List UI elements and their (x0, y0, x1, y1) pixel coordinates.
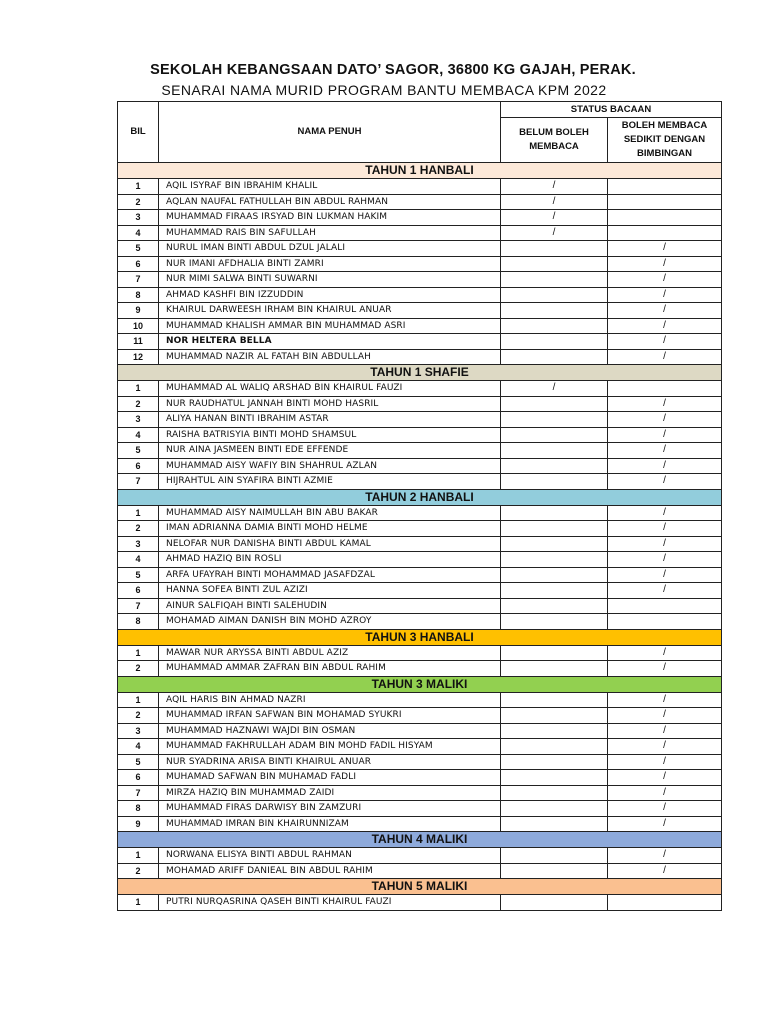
table-row (118, 412, 722, 428)
row-number: 1 (118, 645, 159, 661)
student-name: MUHAMMAD FIRAS DARWISY BIN ZAMZURI (159, 801, 501, 817)
status-belum-mark (501, 505, 608, 521)
student-name: NORWANA ELISYA BINTI ABDUL RAHMAN (159, 848, 501, 864)
row-number: 2 (118, 521, 159, 537)
status-belum-mark (501, 256, 608, 272)
table-row (118, 723, 722, 739)
status-boleh-mark: / (608, 521, 722, 537)
col-header-belum (501, 118, 608, 163)
row-number: 12 (118, 349, 159, 365)
table-row (118, 443, 722, 459)
table-row (118, 863, 722, 879)
col-header-belum-line2: MEMBACA (529, 141, 579, 152)
col-header-status: STATUS BACAAN (501, 102, 722, 118)
table-row (118, 708, 722, 724)
status-boleh-mark: / (608, 708, 722, 724)
status-belum-mark (501, 272, 608, 288)
status-belum-mark: / (501, 381, 608, 397)
col-header-bil: BIL (118, 102, 159, 163)
student-name: MUHAMMAD RAIS BIN SAFULLAH (159, 225, 501, 241)
table-row (118, 661, 722, 677)
status-boleh-mark: / (608, 536, 722, 552)
status-belum-mark (501, 241, 608, 257)
status-belum-mark (501, 770, 608, 786)
status-belum-mark (501, 443, 608, 459)
section-header-row (118, 365, 722, 381)
table-row (118, 505, 722, 521)
student-name: MUHAMMAD AISY WAFIY BIN SHAHRUL AZLAN (159, 458, 501, 474)
status-belum-mark (501, 739, 608, 755)
col-header-boleh-line2: SEDIKIT DENGAN (623, 134, 706, 145)
student-table (117, 101, 722, 911)
student-name: MUHAMMAD FAKHRULLAH ADAM BIN MOHD FADIL HISYAM (159, 739, 501, 755)
table-row (118, 754, 722, 770)
status-boleh-mark: / (608, 443, 722, 459)
status-belum-mark: / (501, 194, 608, 210)
table-row (118, 801, 722, 817)
row-number: 7 (118, 598, 159, 614)
status-boleh-mark: / (608, 785, 722, 801)
status-boleh-mark (608, 210, 722, 226)
status-belum-mark (501, 334, 608, 350)
status-boleh-mark: / (608, 645, 722, 661)
status-boleh-mark: / (608, 739, 722, 755)
student-name: NELOFAR NUR DANISHA BINTI ABDUL KAMAL (159, 536, 501, 552)
row-number: 1 (118, 895, 159, 911)
row-number: 11 (118, 334, 159, 350)
row-number: 1 (118, 179, 159, 195)
table-row (118, 458, 722, 474)
table-row (118, 474, 722, 490)
status-boleh-mark: / (608, 396, 722, 412)
status-boleh-mark: / (608, 272, 722, 288)
table-row (118, 536, 722, 552)
student-name: NUR AINA JASMEEN BINTI EDE EFFENDE (159, 443, 501, 459)
section-title: TAHUN 4 MALIKI (118, 832, 722, 848)
status-belum-mark: / (501, 225, 608, 241)
row-number: 4 (118, 739, 159, 755)
status-belum-mark (501, 801, 608, 817)
table-row (118, 334, 722, 350)
student-name: NURUL IMAN BINTI ABDUL DZUL JALALI (159, 241, 501, 257)
student-name: MOHAMAD AIMAN DANISH BIN MOHD AZROY (159, 614, 501, 630)
status-boleh-mark: / (608, 723, 722, 739)
row-number: 4 (118, 225, 159, 241)
section-header-row (118, 676, 722, 692)
student-name: NUR RAUDHATUL JANNAH BINTI MOHD HASRIL (159, 396, 501, 412)
status-boleh-mark: / (608, 801, 722, 817)
student-name: MIRZA HAZIQ BIN MUHAMMAD ZAIDI (159, 785, 501, 801)
student-name: AINUR SALFIQAH BINTI SALEHUDIN (159, 598, 501, 614)
status-boleh-mark: / (608, 334, 722, 350)
table-row (118, 521, 722, 537)
list-title: SENARAI NAMA MURID PROGRAM BANTU MEMBACA KPM 2022 (161, 82, 607, 98)
status-boleh-mark: / (608, 412, 722, 428)
status-boleh-mark: / (608, 318, 722, 334)
status-belum-mark (501, 692, 608, 708)
student-name: NUR IMANI AFDHALIA BINTI ZAMRI (159, 256, 501, 272)
table-row (118, 614, 722, 630)
row-number: 5 (118, 443, 159, 459)
status-boleh-mark (608, 895, 722, 911)
status-belum-mark (501, 816, 608, 832)
status-boleh-mark: / (608, 256, 722, 272)
student-name: ALIYA HANAN BINTI IBRAHIM ASTAR (159, 412, 501, 428)
row-number: 9 (118, 816, 159, 832)
status-belum-mark (501, 427, 608, 443)
row-number: 1 (118, 692, 159, 708)
status-boleh-mark (608, 179, 722, 195)
row-number: 1 (118, 381, 159, 397)
status-boleh-mark: / (608, 770, 722, 786)
student-name: NUR SYADRINA ARISA BINTI KHAIRUL ANUAR (159, 754, 501, 770)
row-number: 4 (118, 427, 159, 443)
table-row (118, 179, 722, 195)
row-number: 2 (118, 396, 159, 412)
status-boleh-mark: / (608, 505, 722, 521)
status-boleh-mark: / (608, 427, 722, 443)
row-number: 2 (118, 863, 159, 879)
status-belum-mark (501, 521, 608, 537)
student-name: MUHAMMAD HAZNAWI WAJDI BIN OSMAN (159, 723, 501, 739)
student-name: MUHAMMAD FIRAAS IRSYAD BIN LUKMAN HAKIM (159, 210, 501, 226)
table-row (118, 318, 722, 334)
status-belum-mark (501, 645, 608, 661)
col-header-name: NAMA PENUH (159, 102, 501, 163)
status-belum-mark (501, 318, 608, 334)
status-boleh-mark: / (608, 692, 722, 708)
status-boleh-mark: / (608, 816, 722, 832)
status-belum-mark (501, 474, 608, 490)
student-name: MUHAMAD SAFWAN BIN MUHAMAD FADLI (159, 770, 501, 786)
row-number: 1 (118, 848, 159, 864)
student-name: MAWAR NUR ARYSSA BINTI ABDUL AZIZ (159, 645, 501, 661)
table-row (118, 241, 722, 257)
col-header-belum-line1: BELUM BOLEH (519, 127, 589, 138)
row-number: 5 (118, 754, 159, 770)
table-row (118, 427, 722, 443)
status-belum-mark: / (501, 179, 608, 195)
status-belum-mark (501, 412, 608, 428)
table-row (118, 349, 722, 365)
student-name: IMAN ADRIANNA DAMIA BINTI MOHD HELME (159, 521, 501, 537)
status-boleh-mark: / (608, 552, 722, 568)
status-boleh-mark (608, 225, 722, 241)
row-number: 2 (118, 194, 159, 210)
row-number: 3 (118, 210, 159, 226)
status-belum-mark (501, 723, 608, 739)
status-boleh-mark: / (608, 661, 722, 677)
table-body (118, 163, 722, 911)
row-number: 9 (118, 303, 159, 319)
table-row (118, 552, 722, 568)
student-name: MOHAMAD ARIFF DANIEAL BIN ABDUL RAHIM (159, 863, 501, 879)
status-boleh-mark: / (608, 458, 722, 474)
section-title: TAHUN 3 MALIKI (118, 676, 722, 692)
student-name: AQIL HARIS BIN AHMAD NAZRI (159, 692, 501, 708)
row-number: 6 (118, 770, 159, 786)
student-name: HIJRAHTUL AIN SYAFIRA BINTI AZMIE (159, 474, 501, 490)
status-belum-mark (501, 598, 608, 614)
student-name: MUHAMMAD AMMAR ZAFRAN BIN ABDUL RAHIM (159, 661, 501, 677)
status-belum-mark (501, 614, 608, 630)
table-row (118, 210, 722, 226)
row-number: 5 (118, 241, 159, 257)
student-name: HANNA SOFEA BINTI ZUL AZIZI (159, 583, 501, 599)
status-belum-mark (501, 708, 608, 724)
section-title: TAHUN 5 MALIKI (118, 879, 722, 895)
table-row (118, 583, 722, 599)
status-belum-mark (501, 754, 608, 770)
student-name: KHAIRUL DARWEESH IRHAM BIN KHAIRUL ANUAR (159, 303, 501, 319)
student-name: MUHAMMAD NAZIR AL FATAH BIN ABDULLAH (159, 349, 501, 365)
row-number: 8 (118, 287, 159, 303)
status-boleh-mark: / (608, 349, 722, 365)
status-belum-mark (501, 583, 608, 599)
section-header-row (118, 629, 722, 645)
school-title: SEKOLAH KEBANGSAAN DATO’ SAGOR, 36800 KG GAJAH, PERAK. (150, 62, 636, 78)
status-belum-mark (501, 785, 608, 801)
col-header-boleh-line1: BOLEH MEMBACA (621, 120, 708, 131)
row-number: 6 (118, 583, 159, 599)
status-belum-mark (501, 396, 608, 412)
row-number: 7 (118, 474, 159, 490)
section-header-row (118, 879, 722, 895)
row-number: 1 (118, 505, 159, 521)
student-name: RAISHA BATRISYIA BINTI MOHD SHAMSUL (159, 427, 501, 443)
student-name: NUR MIMI SALWA BINTI SUWARNI (159, 272, 501, 288)
row-number: 6 (118, 256, 159, 272)
student-name: ARFA UFAYRAH BINTI MOHAMMAD JASAFDZAL (159, 567, 501, 583)
row-number: 4 (118, 552, 159, 568)
row-number: 5 (118, 567, 159, 583)
table-row (118, 785, 722, 801)
table-row (118, 739, 722, 755)
row-number: 3 (118, 723, 159, 739)
student-name: MUHAMMAD AL WALIQ ARSHAD BIN KHAIRUL FAUZI (159, 381, 501, 397)
row-number: 8 (118, 614, 159, 630)
col-header-boleh (608, 118, 722, 163)
status-boleh-mark: / (608, 583, 722, 599)
table-row (118, 816, 722, 832)
status-belum-mark (501, 303, 608, 319)
table-row (118, 396, 722, 412)
row-number: 3 (118, 536, 159, 552)
table-row (118, 895, 722, 911)
section-header-row (118, 489, 722, 505)
status-belum-mark (501, 552, 608, 568)
row-number: 2 (118, 708, 159, 724)
status-boleh-mark (608, 381, 722, 397)
status-boleh-mark: / (608, 287, 722, 303)
status-boleh-mark: / (608, 754, 722, 770)
row-number: 10 (118, 318, 159, 334)
table-row (118, 256, 722, 272)
status-belum-mark (501, 349, 608, 365)
table-row (118, 770, 722, 786)
row-number: 7 (118, 785, 159, 801)
row-number: 3 (118, 412, 159, 428)
status-boleh-mark: / (608, 474, 722, 490)
section-header-row (118, 832, 722, 848)
student-name: AHMAD HAZIQ BIN ROSLI (159, 552, 501, 568)
status-boleh-mark: / (608, 567, 722, 583)
status-boleh-mark (608, 614, 722, 630)
status-belum-mark (501, 848, 608, 864)
status-belum-mark: / (501, 210, 608, 226)
student-name: PUTRI NURQASRINA QASEH BINTI KHAIRUL FAUZI (159, 895, 501, 911)
table-row (118, 225, 722, 241)
section-title: TAHUN 2 HANBALI (118, 489, 722, 505)
status-boleh-mark: / (608, 863, 722, 879)
section-title: TAHUN 1 SHAFIE (118, 365, 722, 381)
student-name: MUHAMMAD KHALISH AMMAR BIN MUHAMMAD ASRI (159, 318, 501, 334)
table-row (118, 645, 722, 661)
status-boleh-mark (608, 194, 722, 210)
table-row (118, 194, 722, 210)
student-name: NOR HELTERA BELLA (159, 334, 501, 350)
status-boleh-mark: / (608, 848, 722, 864)
status-boleh-mark: / (608, 303, 722, 319)
status-belum-mark (501, 661, 608, 677)
status-belum-mark (501, 287, 608, 303)
table-row (118, 272, 722, 288)
status-belum-mark (501, 458, 608, 474)
section-title: TAHUN 3 HANBALI (118, 629, 722, 645)
table-row (118, 381, 722, 397)
row-number: 7 (118, 272, 159, 288)
table-row (118, 567, 722, 583)
status-belum-mark (501, 567, 608, 583)
student-name: MUHAMMAD AISY NAIMULLAH BIN ABU BAKAR (159, 505, 501, 521)
status-belum-mark (501, 536, 608, 552)
table-row (118, 287, 722, 303)
row-number: 6 (118, 458, 159, 474)
table-row (118, 692, 722, 708)
table-row (118, 303, 722, 319)
table-row (118, 848, 722, 864)
student-name: MUHAMMAD IRFAN SAFWAN BIN MOHAMAD SYUKRI (159, 708, 501, 724)
row-number: 8 (118, 801, 159, 817)
status-boleh-mark (608, 598, 722, 614)
row-number: 2 (118, 661, 159, 677)
status-belum-mark (501, 863, 608, 879)
col-header-boleh-line3: BIMBINGAN (637, 148, 692, 159)
student-name: AQIL ISYRAF BIN IBRAHIM KHALIL (159, 179, 501, 195)
table-row (118, 598, 722, 614)
section-header-row (118, 163, 722, 179)
status-belum-mark (501, 895, 608, 911)
student-name: MUHAMMAD IMRAN BIN KHAIRUNNIZAM (159, 816, 501, 832)
status-boleh-mark: / (608, 241, 722, 257)
student-name: AHMAD KASHFI BIN IZZUDDIN (159, 287, 501, 303)
student-name: AQLAN NAUFAL FATHULLAH BIN ABDUL RAHMAN (159, 194, 501, 210)
section-title: TAHUN 1 HANBALI (118, 163, 722, 179)
